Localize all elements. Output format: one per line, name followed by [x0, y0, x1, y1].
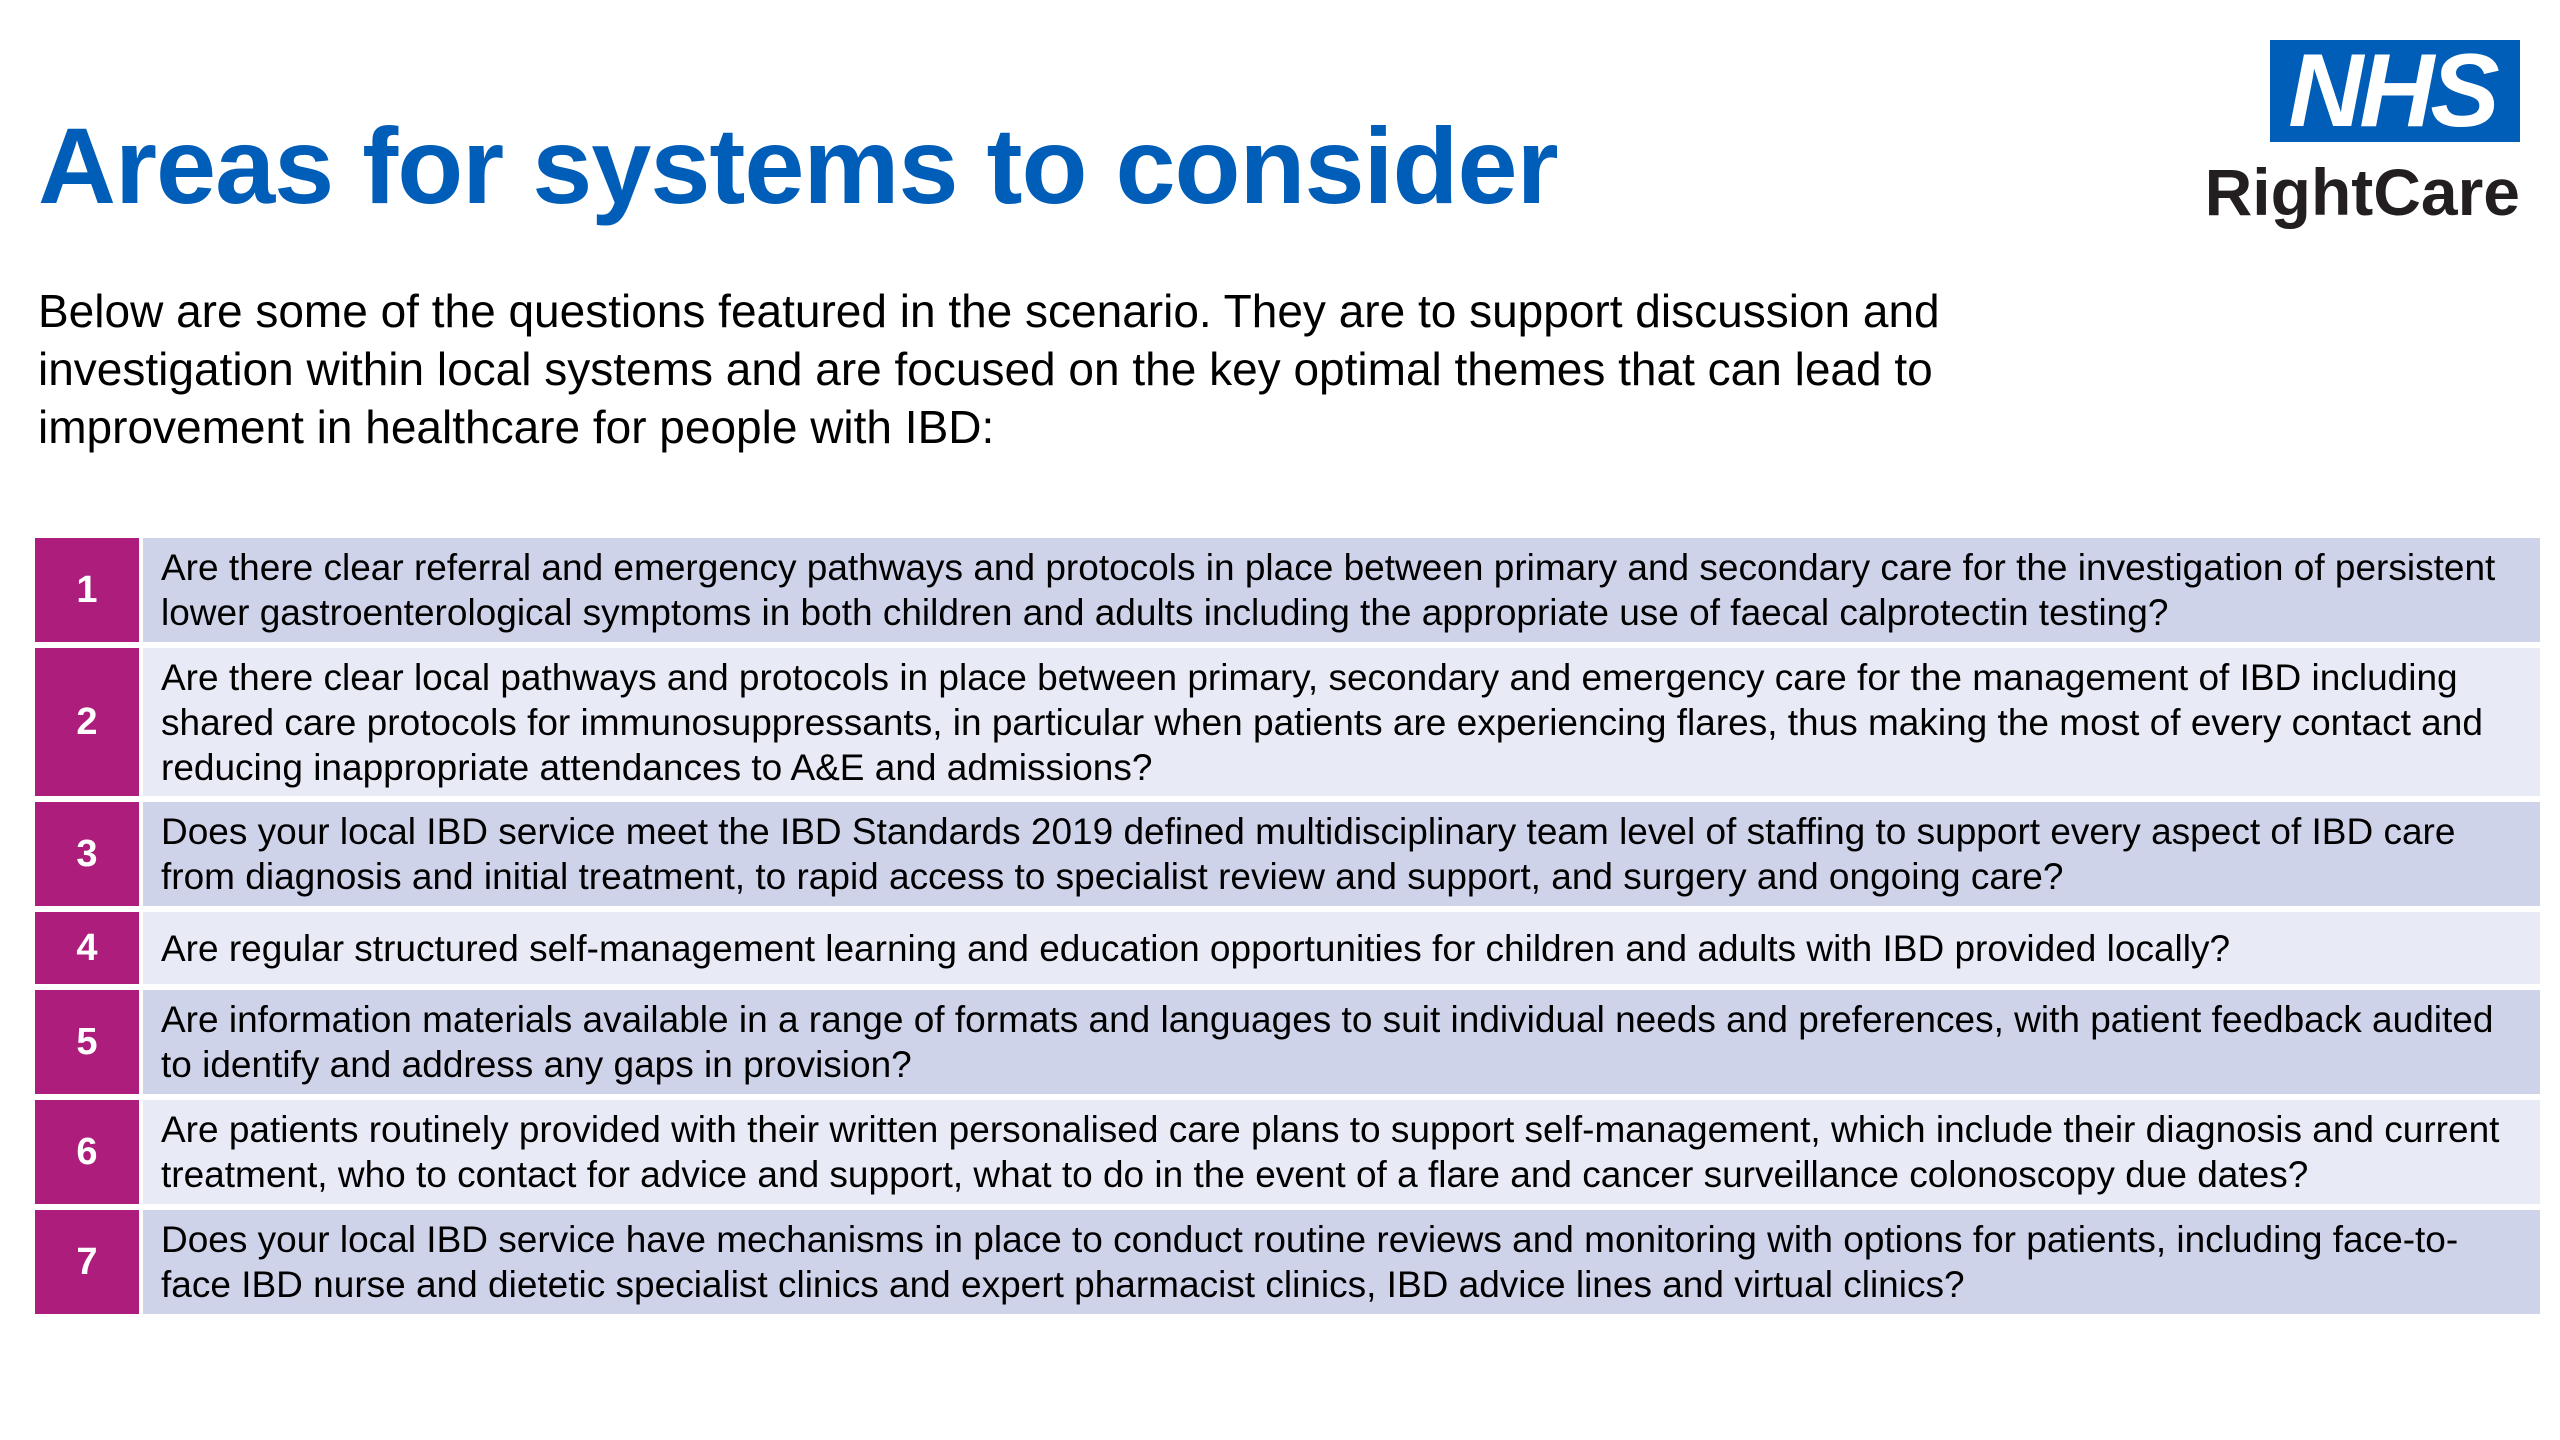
question-text: Are patients routinely provided with their written personalised care plans to support self-management, which include their diagnosis and current treatment, who to contact for advice and support, what to do in the event of a flare and cancer surveillance colonoscopy due dates? — [143, 1100, 2540, 1204]
question-number: 5 — [35, 990, 139, 1094]
question-row-7 — [35, 1210, 2540, 1314]
nhs-logo-box — [2270, 33, 2520, 149]
rightcare-logo-text: RightCare — [2204, 155, 2520, 229]
nhs-logo-text: NHS — [2288, 33, 2496, 149]
question-row-5 — [35, 990, 2540, 1094]
page-title: Areas for systems to consider — [38, 105, 1558, 226]
question-row-4 — [35, 912, 2540, 984]
question-row-3 — [35, 802, 2540, 906]
question-text: Are there clear referral and emergency pathways and protocols in place between primary and secondary care for the investigation of persistent lower gastroenterological symptoms in both children and adults including the appropriate use of faecal calprotectin testing? — [143, 538, 2540, 642]
question-number: 2 — [35, 648, 139, 796]
question-row-1 — [35, 538, 2540, 642]
question-text: Are information materials available in a range of formats and languages to suit individual needs and preferences, with patient feedback audited to identify and address any gaps in provision? — [143, 990, 2540, 1094]
question-number: 1 — [35, 538, 139, 642]
question-row-2 — [35, 648, 2540, 796]
question-text: Are regular structured self-management learning and education opportunities for children and adults with IBD provided locally? — [143, 912, 2540, 984]
question-number: 4 — [35, 912, 139, 984]
questions-list — [35, 538, 2540, 1320]
question-number: 3 — [35, 802, 139, 906]
nhs-rightcare-logo — [2190, 33, 2520, 240]
question-number: 7 — [35, 1210, 139, 1314]
question-number: 6 — [35, 1100, 139, 1204]
question-text: Does your local IBD service meet the IBD Standards 2019 defined multidisciplinary team level of staffing to support every aspect of IBD care from diagnosis and initial treatment, to rapid access to specialist review and support, and surgery and ongoing care? — [143, 802, 2540, 906]
question-text: Are there clear local pathways and protocols in place between primary, secondary and emergency care for the management of IBD including shared care protocols for immunosuppressants, in particular when patients are experiencing flares, thus making the most of every contact and reducing inappropriate attendances to A&E and admissions? — [143, 648, 2540, 796]
question-text: Does your local IBD service have mechanisms in place to conduct routine reviews and monitoring with options for patients, including face-to-face IBD nurse and dietetic specialist clinics and expert pharmacist clinics, IBD advice lines and virtual clinics? — [143, 1210, 2540, 1314]
question-row-6 — [35, 1100, 2540, 1204]
intro-paragraph: Below are some of the questions featured in the scenario. They are to support discussion and investigation within local systems and are focused on the key optimal themes that can lead to improvement in healthcare for people with IBD: — [38, 285, 1940, 453]
